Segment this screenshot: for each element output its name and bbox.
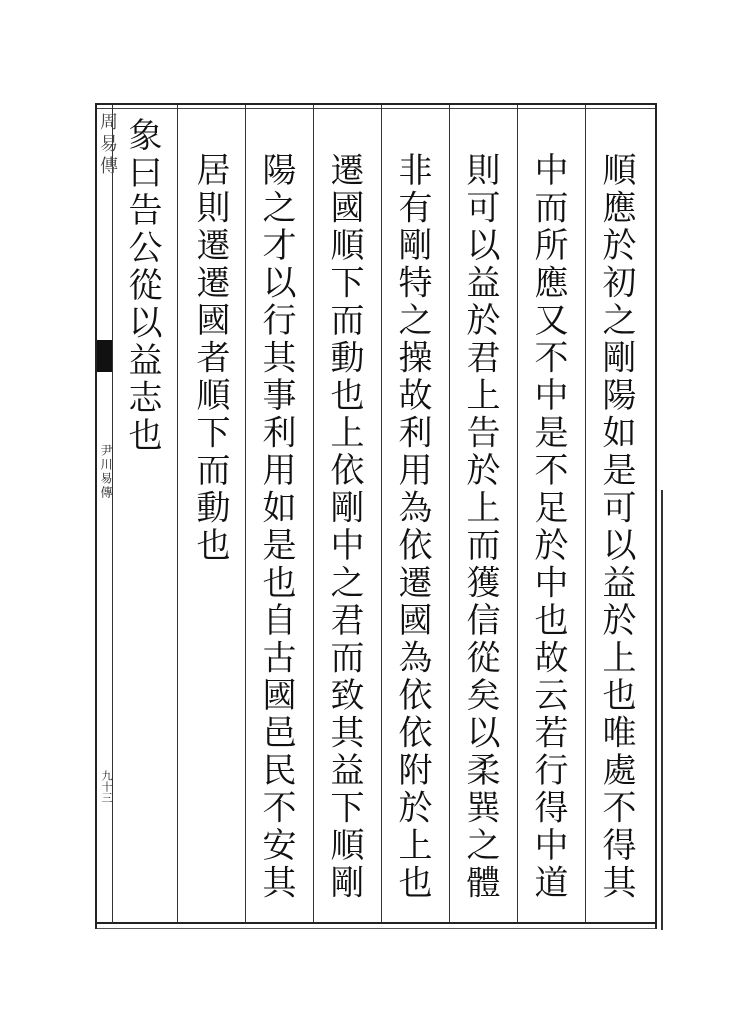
frame-bottom-inner-border [95, 928, 657, 929]
frame-right-border [655, 103, 657, 929]
column-divider [517, 105, 518, 922]
column-divider [381, 105, 382, 922]
text-column-2: 中而所應又不中是不足於中也故云若行得中道 [528, 152, 568, 902]
gutter-fishtail-mark [97, 340, 112, 372]
text-column-3: 則可以益於君上告於上而獲信從矣以柔巽之體 [460, 152, 500, 902]
column-divider [313, 105, 314, 922]
text-column-5: 遷國順下而動也上依剛中之君而致其益下順剛 [324, 152, 364, 902]
text-column-6: 陽之才以行其事利用如是也自古國邑民不安其 [256, 152, 296, 902]
gutter-title: 周易傳 [97, 112, 118, 178]
frame-top-border [95, 103, 655, 105]
column-divider [245, 105, 246, 922]
gutter-book-name: 尹川易傳 [99, 444, 113, 500]
text-column-7: 居則遷遷國者順下而動也 [190, 152, 230, 565]
text-column-8-xiang: 象曰告公從以益志也 [122, 117, 162, 455]
frame-left-border [95, 103, 97, 929]
gutter-page-number: 九十三 [100, 770, 113, 803]
column-divider [585, 105, 586, 922]
column-divider [449, 105, 450, 922]
frame-top-inner-border [95, 108, 655, 109]
text-column-4: 非有剛特之操故利用為依遷國為依依附於上也 [392, 152, 432, 902]
text-column-1: 順應於初之剛陽如是可以益於上也唯處不得其 [596, 152, 636, 902]
frame-bottom-border [95, 922, 657, 924]
column-divider [177, 105, 178, 922]
frame-right-outer-border [661, 490, 663, 930]
